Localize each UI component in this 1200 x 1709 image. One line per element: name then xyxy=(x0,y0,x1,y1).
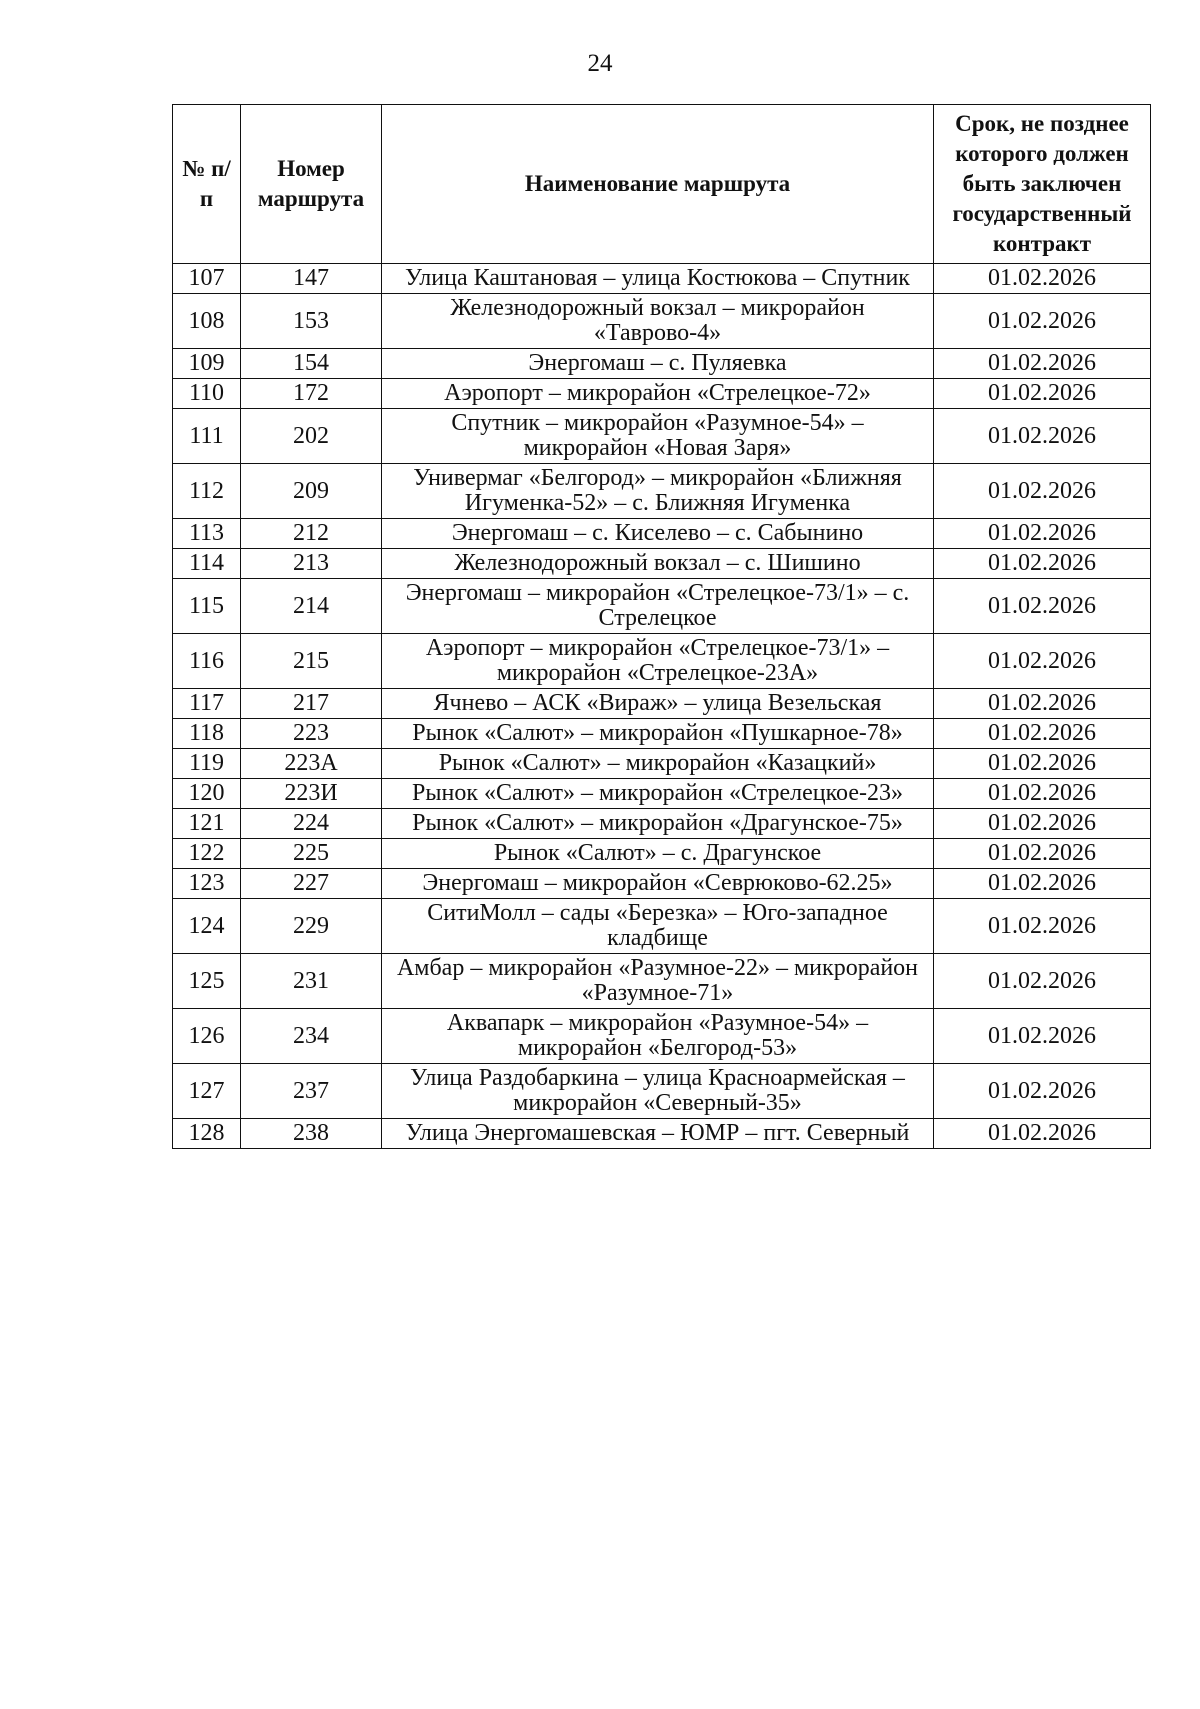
cell-name: Аэропорт – микрорайон «Стрелецкое-72» xyxy=(382,379,934,409)
table-row xyxy=(173,839,1151,869)
cell-num: 113 xyxy=(173,519,241,549)
cell-date: 01.02.2026 xyxy=(934,409,1151,464)
cell-num: 112 xyxy=(173,464,241,519)
header-num: № п/п xyxy=(173,105,241,264)
cell-route: 147 xyxy=(241,264,382,294)
cell-num: 120 xyxy=(173,779,241,809)
cell-name: Универмаг «Белгород» – микрорайон «Ближняя Игуменка-52» – с. Ближняя Игуменка xyxy=(382,464,934,519)
cell-num: 117 xyxy=(173,689,241,719)
cell-date: 01.02.2026 xyxy=(934,1009,1151,1064)
table-header-row xyxy=(173,105,1151,264)
cell-route: 217 xyxy=(241,689,382,719)
table-row xyxy=(173,464,1151,519)
cell-date: 01.02.2026 xyxy=(934,779,1151,809)
cell-num: 107 xyxy=(173,264,241,294)
cell-name: Энергомаш – микрорайон «Стрелецкое-73/1» – с. Стрелецкое xyxy=(382,579,934,634)
cell-route: 214 xyxy=(241,579,382,634)
cell-date: 01.02.2026 xyxy=(934,379,1151,409)
cell-date: 01.02.2026 xyxy=(934,549,1151,579)
cell-name: Амбар – микрорайон «Разумное-22» – микрорайон «Разумное-71» xyxy=(382,954,934,1009)
table-row xyxy=(173,349,1151,379)
cell-route: 172 xyxy=(241,379,382,409)
cell-name: Аквапарк – микрорайон «Разумное-54» – микрорайон «Белгород-53» xyxy=(382,1009,934,1064)
header-route-number: Номер маршрута xyxy=(241,105,382,264)
cell-route: 215 xyxy=(241,634,382,689)
header-route-name: Наименование маршрута xyxy=(382,105,934,264)
table-row xyxy=(173,1009,1151,1064)
cell-date: 01.02.2026 xyxy=(934,954,1151,1009)
cell-name: Энергомаш – с. Киселево – с. Сабынино xyxy=(382,519,934,549)
cell-name: Ячнево – АСК «Вираж» – улица Везельская xyxy=(382,689,934,719)
cell-name: Улица Раздобаркина – улица Красноармейская – микрорайон «Северный-35» xyxy=(382,1064,934,1119)
cell-date: 01.02.2026 xyxy=(934,294,1151,349)
cell-name: Улица Энергомашевская – ЮМР – пгт. Северный xyxy=(382,1119,934,1149)
cell-num: 111 xyxy=(173,409,241,464)
cell-date: 01.02.2026 xyxy=(934,749,1151,779)
table-row xyxy=(173,264,1151,294)
cell-date: 01.02.2026 xyxy=(934,1119,1151,1149)
cell-num: 114 xyxy=(173,549,241,579)
cell-name: Рынок «Салют» – микрорайон «Пушкарное-78» xyxy=(382,719,934,749)
cell-num: 128 xyxy=(173,1119,241,1149)
cell-date: 01.02.2026 xyxy=(934,899,1151,954)
cell-name: Энергомаш – с. Пуляевка xyxy=(382,349,934,379)
table-row xyxy=(173,1119,1151,1149)
cell-name: Рынок «Салют» – с. Драгунское xyxy=(382,839,934,869)
cell-name: Улица Каштановая – улица Костюкова – Спутник xyxy=(382,264,934,294)
cell-date: 01.02.2026 xyxy=(934,809,1151,839)
cell-date: 01.02.2026 xyxy=(934,869,1151,899)
cell-name: Рынок «Салют» – микрорайон «Драгунское-75» xyxy=(382,809,934,839)
cell-route: 154 xyxy=(241,349,382,379)
table-row xyxy=(173,954,1151,1009)
table-row xyxy=(173,294,1151,349)
cell-route: 223И xyxy=(241,779,382,809)
table-row xyxy=(173,899,1151,954)
cell-num: 125 xyxy=(173,954,241,1009)
cell-num: 123 xyxy=(173,869,241,899)
cell-num: 110 xyxy=(173,379,241,409)
cell-route: 223 xyxy=(241,719,382,749)
cell-num: 108 xyxy=(173,294,241,349)
cell-name: Рынок «Салют» – микрорайон «Стрелецкое-23» xyxy=(382,779,934,809)
table-row xyxy=(173,579,1151,634)
cell-name: Энергомаш – микрорайон «Севрюково-62.25» xyxy=(382,869,934,899)
cell-route: 153 xyxy=(241,294,382,349)
cell-num: 127 xyxy=(173,1064,241,1119)
cell-date: 01.02.2026 xyxy=(934,689,1151,719)
cell-name: Спутник – микрорайон «Разумное-54» – микрорайон «Новая Заря» xyxy=(382,409,934,464)
page-number: 24 xyxy=(587,50,613,77)
table-row xyxy=(173,549,1151,579)
cell-route: 209 xyxy=(241,464,382,519)
cell-date: 01.02.2026 xyxy=(934,349,1151,379)
cell-route: 234 xyxy=(241,1009,382,1064)
cell-date: 01.02.2026 xyxy=(934,634,1151,689)
cell-date: 01.02.2026 xyxy=(934,1064,1151,1119)
table-row xyxy=(173,719,1151,749)
cell-route: 225 xyxy=(241,839,382,869)
cell-route: 229 xyxy=(241,899,382,954)
cell-name: Аэропорт – микрорайон «Стрелецкое-73/1» – микрорайон «Стрелецкое-23А» xyxy=(382,634,934,689)
cell-date: 01.02.2026 xyxy=(934,719,1151,749)
cell-num: 124 xyxy=(173,899,241,954)
header-deadline: Срок, не позднее которого должен быть заключен государственный контракт xyxy=(934,105,1151,264)
table-row xyxy=(173,409,1151,464)
table-row xyxy=(173,1064,1151,1119)
cell-route: 212 xyxy=(241,519,382,549)
cell-date: 01.02.2026 xyxy=(934,464,1151,519)
table-row xyxy=(173,519,1151,549)
cell-route: 224 xyxy=(241,809,382,839)
cell-name: СитиМолл – сады «Березка» – Юго-западное кладбище xyxy=(382,899,934,954)
routes-table xyxy=(172,104,1151,1149)
table-row xyxy=(173,379,1151,409)
cell-name: Железнодорожный вокзал – с. Шишино xyxy=(382,549,934,579)
cell-num: 126 xyxy=(173,1009,241,1064)
table-row xyxy=(173,634,1151,689)
cell-num: 116 xyxy=(173,634,241,689)
cell-route: 227 xyxy=(241,869,382,899)
cell-name: Железнодорожный вокзал – микрорайон «Таврово-4» xyxy=(382,294,934,349)
cell-num: 121 xyxy=(173,809,241,839)
cell-name: Рынок «Салют» – микрорайон «Казацкий» xyxy=(382,749,934,779)
cell-date: 01.02.2026 xyxy=(934,519,1151,549)
cell-num: 118 xyxy=(173,719,241,749)
table-row xyxy=(173,689,1151,719)
cell-date: 01.02.2026 xyxy=(934,839,1151,869)
cell-route: 202 xyxy=(241,409,382,464)
cell-route: 237 xyxy=(241,1064,382,1119)
table-row xyxy=(173,869,1151,899)
cell-route: 231 xyxy=(241,954,382,1009)
cell-num: 109 xyxy=(173,349,241,379)
cell-route: 223А xyxy=(241,749,382,779)
table-row xyxy=(173,779,1151,809)
cell-num: 119 xyxy=(173,749,241,779)
table-row xyxy=(173,809,1151,839)
cell-date: 01.02.2026 xyxy=(934,579,1151,634)
cell-num: 115 xyxy=(173,579,241,634)
table-row xyxy=(173,749,1151,779)
cell-num: 122 xyxy=(173,839,241,869)
cell-date: 01.02.2026 xyxy=(934,264,1151,294)
cell-route: 238 xyxy=(241,1119,382,1149)
cell-route: 213 xyxy=(241,549,382,579)
